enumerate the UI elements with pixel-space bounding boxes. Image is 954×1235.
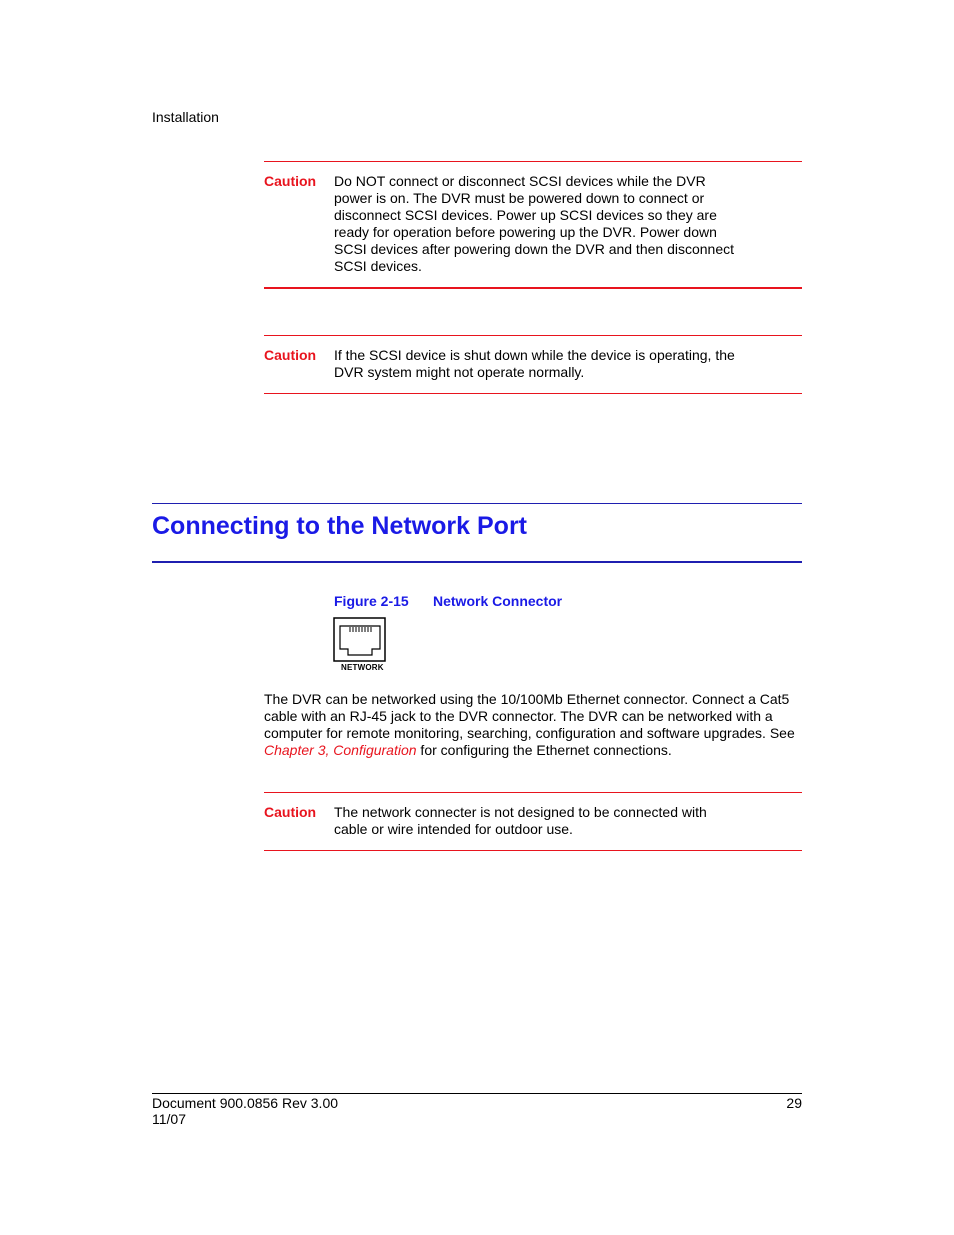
caution-label: Caution xyxy=(264,804,317,820)
figure-number: Figure 2-15 xyxy=(334,593,409,609)
page-number: 29 xyxy=(786,1095,802,1111)
caution-rule-top xyxy=(264,335,802,336)
network-port-label: NETWORK xyxy=(341,663,384,672)
caution-line: SCSI devices after powering down the DVR and then disconnect xyxy=(334,241,735,257)
caution-text xyxy=(334,347,764,381)
caution-rule-top xyxy=(264,161,802,162)
footer-rule xyxy=(152,1093,802,1094)
caution-label: Caution xyxy=(264,347,317,363)
body-paragraph xyxy=(264,691,809,759)
body-line: The DVR can be networked using the 10/100Mb Ethernet connector. Connect a Cat5 xyxy=(264,691,790,707)
footer-date: 11/07 xyxy=(152,1111,186,1127)
caution-line: If the SCSI device is shut down while the device is operating, the xyxy=(334,347,735,363)
chapter-link[interactable]: Chapter 3, Configuration xyxy=(264,742,417,758)
caution-rule-bottom xyxy=(264,287,802,289)
caution-text xyxy=(334,173,754,275)
heading-rule-top xyxy=(152,503,802,504)
body-line: computer for remote monitoring, searching, configuration and software upgrades. See xyxy=(264,725,795,741)
caution-line: SCSI devices. xyxy=(334,258,422,274)
heading-rule-bottom xyxy=(152,561,802,563)
caution-line: cable or wire intended for outdoor use. xyxy=(334,821,573,837)
caution-line: The network connecter is not designed to be connected with xyxy=(334,804,707,820)
caution-line: DVR system might not operate normally. xyxy=(334,364,585,380)
caution-rule-bottom xyxy=(264,393,802,394)
caution-label: Caution xyxy=(264,173,317,189)
caution-rule-bottom xyxy=(264,850,802,851)
caution-rule-top xyxy=(264,792,802,793)
caution-text xyxy=(334,804,754,838)
running-header: Installation xyxy=(152,109,219,125)
body-line-last xyxy=(264,742,809,759)
caution-line: disconnect SCSI devices. Power up SCSI devices so they are xyxy=(334,207,717,223)
body-line-tail: for configuring the Ethernet connections. xyxy=(416,742,672,758)
section-heading: Connecting to the Network Port xyxy=(152,512,527,540)
caution-line: Do NOT connect or disconnect SCSI devices while the DVR xyxy=(334,173,706,189)
caution-line: ready for operation before powering up the DVR. Power down xyxy=(334,224,717,240)
caution-line: power is on. The DVR must be powered down to connect or xyxy=(334,190,705,206)
footer-document: Document 900.0856 Rev 3.00 xyxy=(152,1095,339,1111)
body-line: cable with an RJ-45 jack to the DVR connector. The DVR can be networked with a xyxy=(264,708,773,724)
figure-title: Network Connector xyxy=(433,593,563,609)
